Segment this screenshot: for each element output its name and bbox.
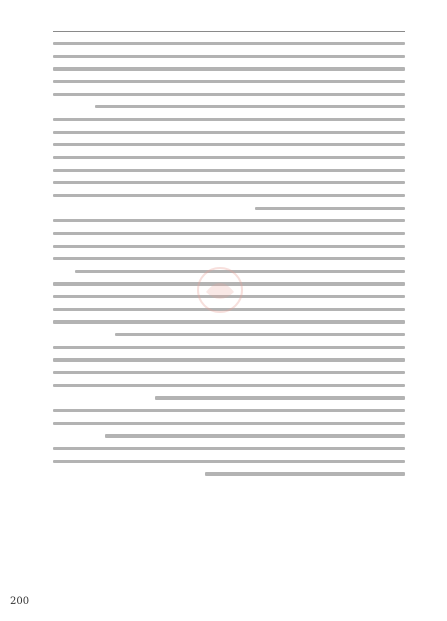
text-line-ink: [105, 434, 405, 437]
text-line: [53, 444, 405, 453]
text-line: [53, 406, 405, 415]
text-line: [53, 292, 405, 301]
text-line-ink: [53, 257, 405, 260]
text-line-ink: [53, 295, 405, 298]
text-line: [53, 393, 405, 402]
paragraph: [53, 39, 405, 111]
text-line-ink: [255, 207, 405, 210]
text-line: [53, 267, 405, 276]
text-line: [53, 77, 405, 86]
paragraph: [53, 406, 405, 440]
text-line: [53, 431, 405, 440]
text-line: [53, 469, 405, 478]
text-line-ink: [53, 194, 405, 197]
text-line: [53, 381, 405, 390]
text-line: [53, 305, 405, 314]
text-line-ink: [95, 105, 405, 108]
text-line-ink: [53, 409, 405, 412]
text-line-ink: [155, 396, 405, 399]
text-line: [53, 216, 405, 225]
text-line: [53, 191, 405, 200]
paragraph: [53, 115, 405, 212]
text-line-ink: [75, 270, 405, 273]
text-line: [53, 317, 405, 326]
text-line: [53, 39, 405, 48]
page-number: 200: [10, 596, 30, 607]
header-rule: [53, 31, 405, 32]
text-line: [53, 153, 405, 162]
text-line-ink: [53, 67, 405, 70]
paragraph: [53, 279, 405, 338]
text-line: [53, 229, 405, 238]
text-line-ink: [205, 472, 405, 475]
text-line-ink: [53, 422, 405, 425]
text-line: [53, 457, 405, 466]
text-line-ink: [53, 447, 405, 450]
text-line: [53, 115, 405, 124]
text-line: [53, 140, 405, 149]
text-line: [53, 419, 405, 428]
text-line-ink: [53, 460, 405, 463]
text-line-ink: [53, 55, 405, 58]
text-line-ink: [53, 42, 405, 45]
text-line-ink: [53, 358, 405, 361]
text-line: [53, 343, 405, 352]
text-line-ink: [53, 181, 405, 184]
text-line-ink: [53, 80, 405, 83]
text-line-ink: [53, 232, 405, 235]
text-line-ink: [53, 169, 405, 172]
text-line-ink: [53, 320, 405, 323]
text-line: [53, 254, 405, 263]
text-line-ink: [53, 245, 405, 248]
text-line: [53, 64, 405, 73]
text-line: [53, 90, 405, 99]
text-line: [53, 355, 405, 364]
body-text: [53, 39, 405, 482]
text-line-ink: [115, 333, 405, 336]
text-line-ink: [53, 143, 405, 146]
text-line: [53, 204, 405, 213]
text-line: [53, 368, 405, 377]
text-line-ink: [53, 308, 405, 311]
text-line: [53, 102, 405, 111]
text-line-ink: [53, 282, 405, 285]
text-line-ink: [53, 93, 405, 96]
text-line-ink: [53, 371, 405, 374]
text-line-ink: [53, 131, 405, 134]
text-line: [53, 178, 405, 187]
text-line-ink: [53, 156, 405, 159]
paragraph: [53, 216, 405, 275]
text-line-ink: [53, 219, 405, 222]
text-line: [53, 330, 405, 339]
text-line-ink: [53, 346, 405, 349]
paragraph: [53, 343, 405, 402]
text-line-ink: [53, 118, 405, 121]
text-line: [53, 128, 405, 137]
text-line: [53, 279, 405, 288]
paragraph: [53, 444, 405, 478]
text-line: [53, 166, 405, 175]
text-line: [53, 242, 405, 251]
text-line: [53, 52, 405, 61]
text-line-ink: [53, 384, 405, 387]
